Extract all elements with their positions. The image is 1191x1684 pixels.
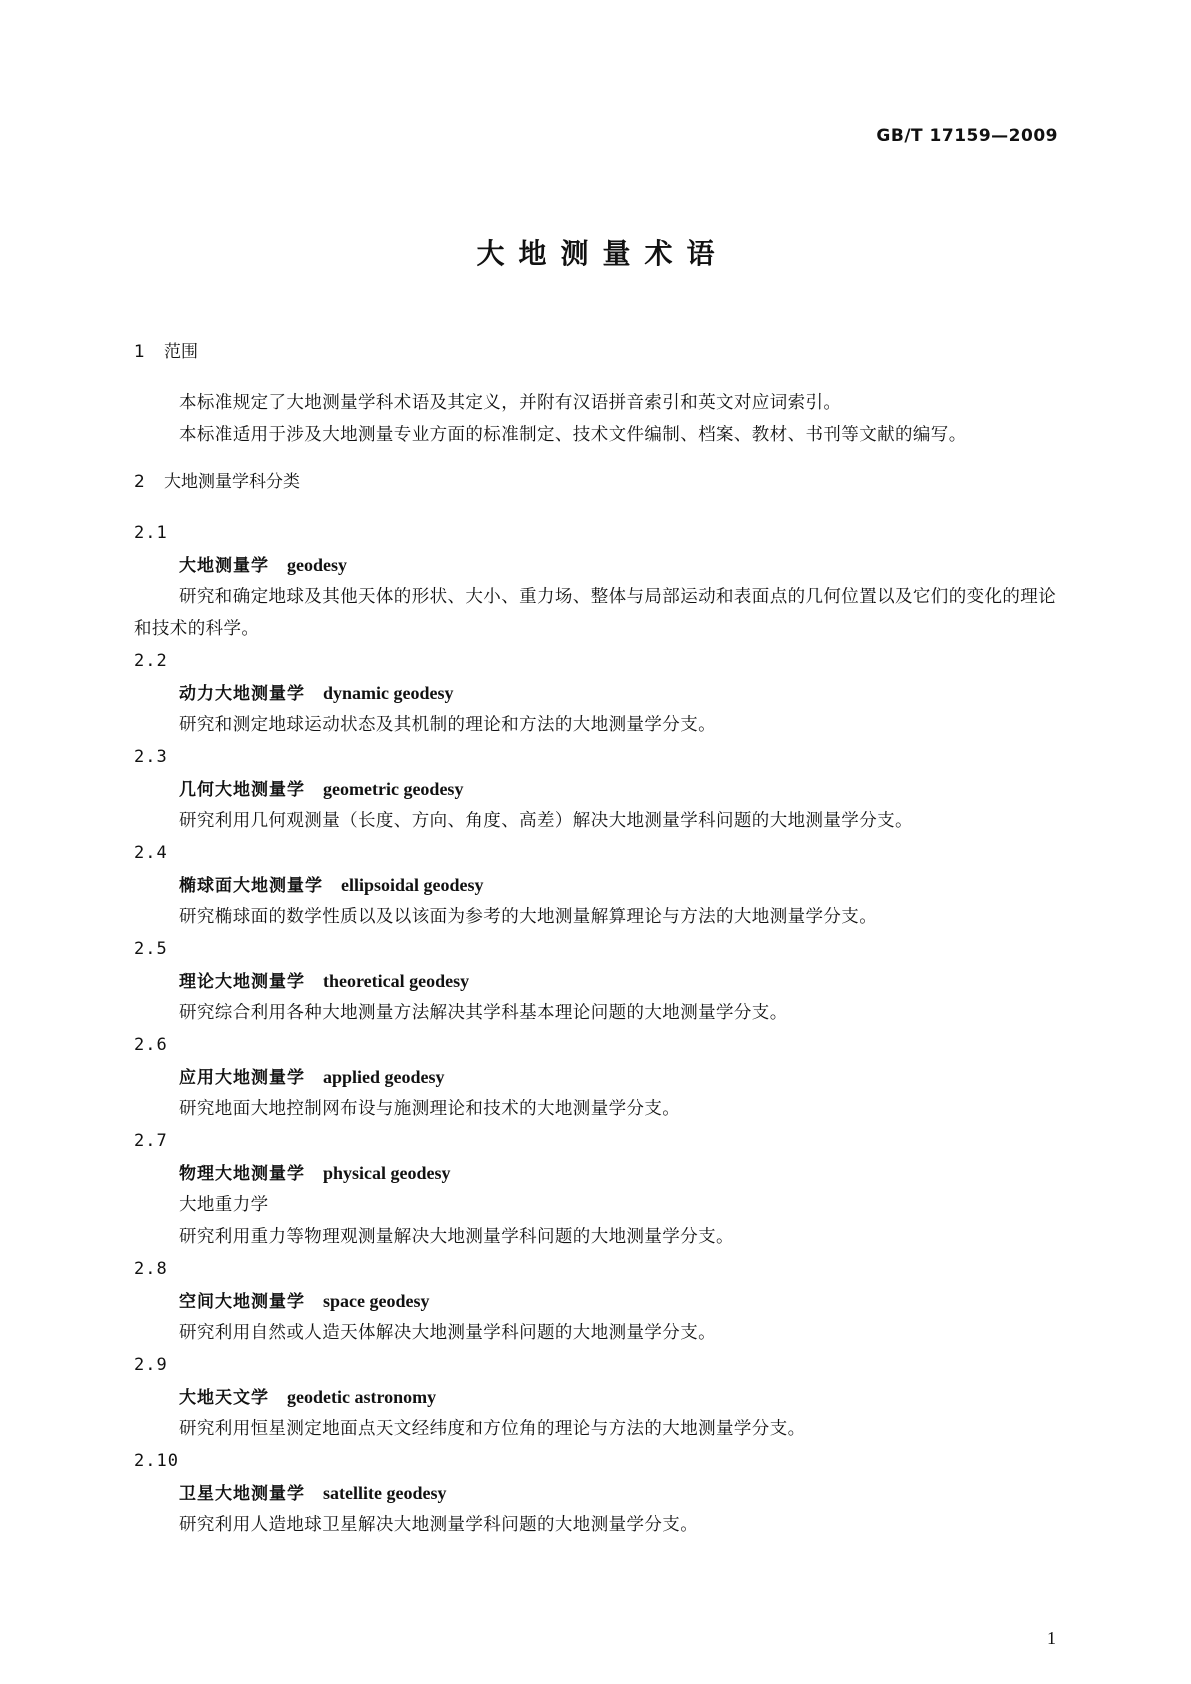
- term-chinese: 大地测量学: [179, 556, 269, 576]
- term-entry: [134, 741, 1064, 837]
- term-definition: 研究利用几何观测量（长度、方向、角度、高差）解决大地测量学科问题的大地测量学分支。: [179, 811, 913, 831]
- term-line: [134, 1477, 1064, 1509]
- section-title: 范围: [164, 342, 198, 362]
- term-chinese: 卫星大地测量学: [179, 1484, 305, 1504]
- term-line: [134, 1285, 1064, 1317]
- entry-number: 2.7: [134, 1131, 168, 1151]
- term-entries: [134, 517, 1064, 1541]
- term-entry: [134, 1253, 1064, 1349]
- term-chinese: 物理大地测量学: [179, 1164, 305, 1184]
- entry-number: 2.4: [134, 843, 168, 863]
- term-english: applied geodesy: [323, 1067, 445, 1087]
- term-entry: [134, 645, 1064, 741]
- term-definition: 研究椭球面的数学性质以及以该面为参考的大地测量解算理论与方法的大地测量学分支。: [179, 907, 878, 927]
- term-line: [134, 677, 1064, 709]
- term-chinese: 应用大地测量学: [179, 1068, 305, 1088]
- term-english: space geodesy: [323, 1291, 430, 1311]
- term-entry: [134, 1029, 1064, 1125]
- term-entry: [134, 1445, 1064, 1541]
- entry-number: 2.9: [134, 1355, 168, 1375]
- entry-number: 2.5: [134, 939, 168, 959]
- term-english: ellipsoidal geodesy: [341, 875, 484, 895]
- term-chinese: 理论大地测量学: [179, 972, 305, 992]
- section-title: 大地测量学科分类: [164, 472, 300, 492]
- page-number: 1: [1047, 1628, 1056, 1648]
- term-line: [134, 773, 1064, 805]
- term-definition: 研究地面大地控制网布设与施测理论和技术的大地测量学分支。: [179, 1099, 681, 1119]
- section-heading-classification: [134, 467, 1064, 497]
- document-body: [134, 337, 1064, 1541]
- term-entry: [134, 837, 1064, 933]
- term-line: [134, 965, 1064, 997]
- scope-paragraph: 本标准适用于涉及大地测量专业方面的标准制定、技术文件编制、档案、教材、书刊等文献的编写。: [179, 425, 967, 445]
- scope-paragraphs: [134, 387, 1064, 451]
- term-english: geometric geodesy: [323, 779, 464, 799]
- term-definition: 研究利用自然或人造天体解决大地测量学科问题的大地测量学分支。: [179, 1323, 716, 1343]
- term-line: [134, 1381, 1064, 1413]
- term-line: [134, 1061, 1064, 1093]
- term-english: geodetic astronomy: [287, 1387, 437, 1407]
- entry-number: 2.10: [134, 1451, 179, 1471]
- entry-number: 2.1: [134, 523, 168, 543]
- term-english: theoretical geodesy: [323, 971, 470, 991]
- term-chinese: 大地天文学: [179, 1388, 269, 1408]
- term-definition: 研究综合利用各种大地测量方法解决其学科基本理论问题的大地测量学分支。: [179, 1003, 788, 1023]
- term-synonym: 大地重力学: [179, 1195, 269, 1215]
- scope-paragraph: 本标准规定了大地测量学科术语及其定义，并附有汉语拼音索引和英文对应词索引。: [179, 393, 842, 413]
- term-definition: 研究和测定地球运动状态及其机制的理论和方法的大地测量学分支。: [179, 715, 716, 735]
- term-entry: [134, 1125, 1064, 1253]
- entry-number: 2.8: [134, 1259, 168, 1279]
- term-line: [134, 869, 1064, 901]
- term-definition: 研究利用人造地球卫星解决大地测量学科问题的大地测量学分支。: [179, 1515, 699, 1535]
- term-english: dynamic geodesy: [323, 683, 454, 703]
- term-definition: 研究利用恒星测定地面点天文经纬度和方位角的理论与方法的大地测量学分支。: [179, 1419, 806, 1439]
- term-chinese: 几何大地测量学: [179, 780, 305, 800]
- entry-number: 2.6: [134, 1035, 168, 1055]
- section-number: 2: [134, 472, 145, 492]
- term-entry: [134, 933, 1064, 1029]
- term-definition: 研究和确定地球及其他天体的形状、大小、重力场、整体与局部运动和表面点的几何位置以及它们的变化的理论和技术的科学。: [134, 587, 1057, 639]
- entry-number: 2.2: [134, 651, 168, 671]
- document-title: 大地测量术语: [476, 237, 729, 270]
- standard-code: GB/T 17159—2009: [876, 126, 1058, 146]
- term-entry: [134, 517, 1064, 645]
- section-heading-scope: [134, 337, 1064, 367]
- term-line: [134, 549, 1064, 581]
- term-definition: 研究利用重力等物理观测量解决大地测量学科问题的大地测量学分支。: [179, 1227, 734, 1247]
- term-english: physical geodesy: [323, 1163, 451, 1183]
- section-number: 1: [134, 342, 145, 362]
- term-entry: [134, 1349, 1064, 1445]
- term-chinese: 椭球面大地测量学: [179, 876, 323, 896]
- term-chinese: 空间大地测量学: [179, 1292, 305, 1312]
- term-line: [134, 1157, 1064, 1189]
- term-chinese: 动力大地测量学: [179, 684, 305, 704]
- term-english: geodesy: [287, 555, 347, 575]
- term-english: satellite geodesy: [323, 1483, 447, 1503]
- entry-number: 2.3: [134, 747, 168, 767]
